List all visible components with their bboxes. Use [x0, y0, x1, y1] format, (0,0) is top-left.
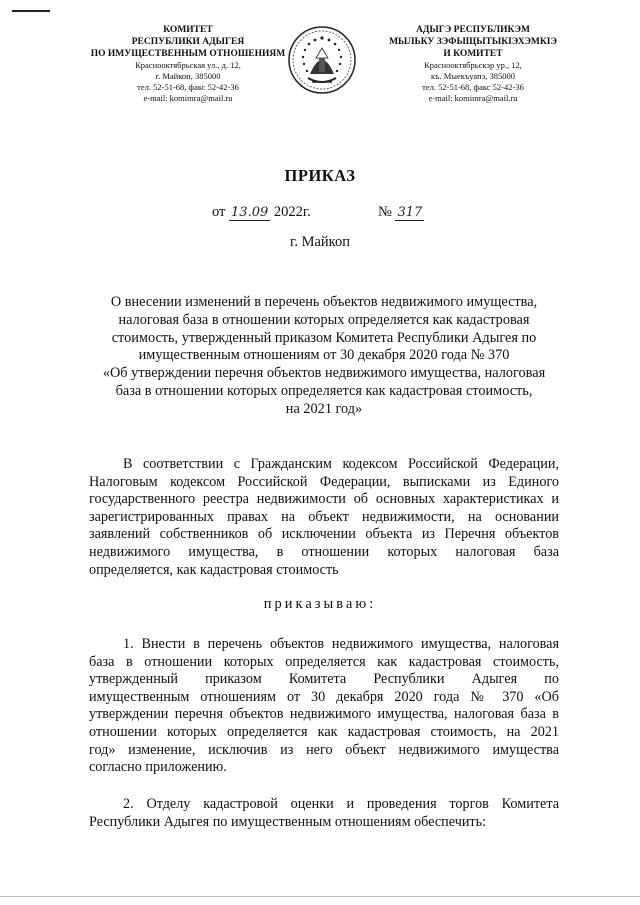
item-1-line: имущественным отношениям от 30 декабря 2020 года № 370 «Об	[89, 688, 559, 705]
header-left-address: Краснооктябрьская ул., д. 12,	[135, 60, 241, 70]
order-date	[212, 204, 311, 221]
item-1-line: утверждении перечня объектов недвижимого имущества, налоговая база в	[89, 706, 559, 723]
preamble-line: зарегистрированных правах на объект недвижимости, на основании	[89, 508, 559, 525]
item-2-paragraph	[89, 796, 559, 831]
header-left	[88, 24, 288, 104]
header-left-line: КОМИТЕТ	[163, 25, 213, 35]
subject-line: стоимость, утвержденный приказом Комитета Республики Адыгея по	[111, 329, 537, 346]
preamble-paragraph	[89, 456, 559, 579]
item-2-line: Республики Адыгея по имущественным отношениям обеспечить:	[89, 813, 487, 830]
date-prefix: от	[212, 204, 226, 220]
item-2-line: 2. Отделу кадастровой оценки и проведения торгов Комитета	[123, 796, 559, 812]
date-suffix: 2022г.	[273, 204, 311, 220]
preamble-line: определяется, как кадастровая стоимость	[89, 561, 339, 578]
preamble-line: Налоговым кодексом Российской Федерации, выписками из Единого	[89, 473, 559, 490]
header-right-address: къ. Мыекъуапэ, 385000	[430, 71, 516, 81]
subject-line: О внесении изменений в перечень объектов недвижимого имущества,	[110, 294, 538, 310]
header-right-address: Краснооктябрьскэр ур., 12,	[424, 60, 522, 70]
header-left-line: ПО ИМУЩЕСТВЕННЫМ ОТНОШЕНИЯМ	[90, 49, 286, 59]
header-right-address: e-mail: komimra@mail.ru	[428, 93, 518, 103]
order-word: приказываю:	[263, 596, 377, 612]
header-right-line: И КОМИТЕТ	[443, 49, 503, 59]
header-left-address: e-mail: komimra@mail.ru	[143, 93, 233, 103]
preamble-line: недвижимого имущества, в отношении которых налоговая база	[89, 543, 559, 560]
item-1-line: год» изменение, исключив из него объект недвижимого имущества	[89, 741, 559, 758]
header-left-address: г. Майкоп, 385000	[155, 71, 221, 81]
number-handwritten: 317	[397, 205, 423, 220]
item-1-line: 1. Внести в перечень объектов недвижимого имущества, налоговая	[123, 636, 559, 652]
item-1-line: отношении которых определяется как кадастровая стоимость, на 2021	[89, 723, 559, 740]
subject-line: на 2021 год»	[285, 400, 363, 417]
item-1-line: база в отношении которых определяется как кадастровая стоимость,	[89, 653, 559, 670]
header-right	[378, 24, 568, 104]
preamble-line: заявлений собственников об исключении объекта из Перечня объектов	[89, 526, 559, 543]
number-prefix: №	[378, 204, 392, 220]
page-bottom-rule	[0, 896, 640, 897]
header-right-line: МЫЛЬКУ ЗЭФЫЩЫТЫКIЭХЭМКIЭ	[389, 37, 557, 47]
preamble-line: государственного реестра недвижимости об основных характеристиках и	[89, 491, 559, 508]
subject-line: имущественным отношениям от 30 декабря 2020 года № 370	[138, 347, 510, 364]
adygea-emblem-icon	[286, 24, 358, 96]
date-handwritten: 13.09	[231, 205, 269, 220]
header-left-address: тел. 52-51-68, факс 52-42-36	[137, 82, 239, 92]
header-left-line: РЕСПУБЛИКИ АДЫГЕЯ	[131, 37, 245, 47]
subject-line: «Об утверждении перечня объектов недвижимого имущества, налоговая	[102, 365, 546, 382]
order-subject	[96, 294, 552, 419]
subject-line: база в отношении которых определяется как кадастровая стоимость,	[115, 382, 533, 399]
corner-mark	[12, 10, 50, 12]
document-title: ПРИКАЗ	[284, 166, 356, 185]
header-right-address: тел. 52-51-68, факс 52-42-36	[422, 82, 524, 92]
item-1-line: согласно приложению.	[89, 759, 227, 776]
order-number	[378, 204, 424, 221]
header-right-line: АДЫГЭ РЕСПУБЛИКЭМ	[416, 25, 530, 35]
item-1-paragraph	[89, 636, 559, 777]
item-1-line: утвержденный приказом Комитета Республики Адыгея по	[89, 671, 559, 688]
city-line: г. Майкоп	[290, 234, 350, 250]
subject-line: налоговая база в отношении которых определяется как кадастровая	[118, 311, 530, 328]
preamble-line: В соответствии с Гражданским кодексом Российской Федерации,	[123, 456, 559, 472]
